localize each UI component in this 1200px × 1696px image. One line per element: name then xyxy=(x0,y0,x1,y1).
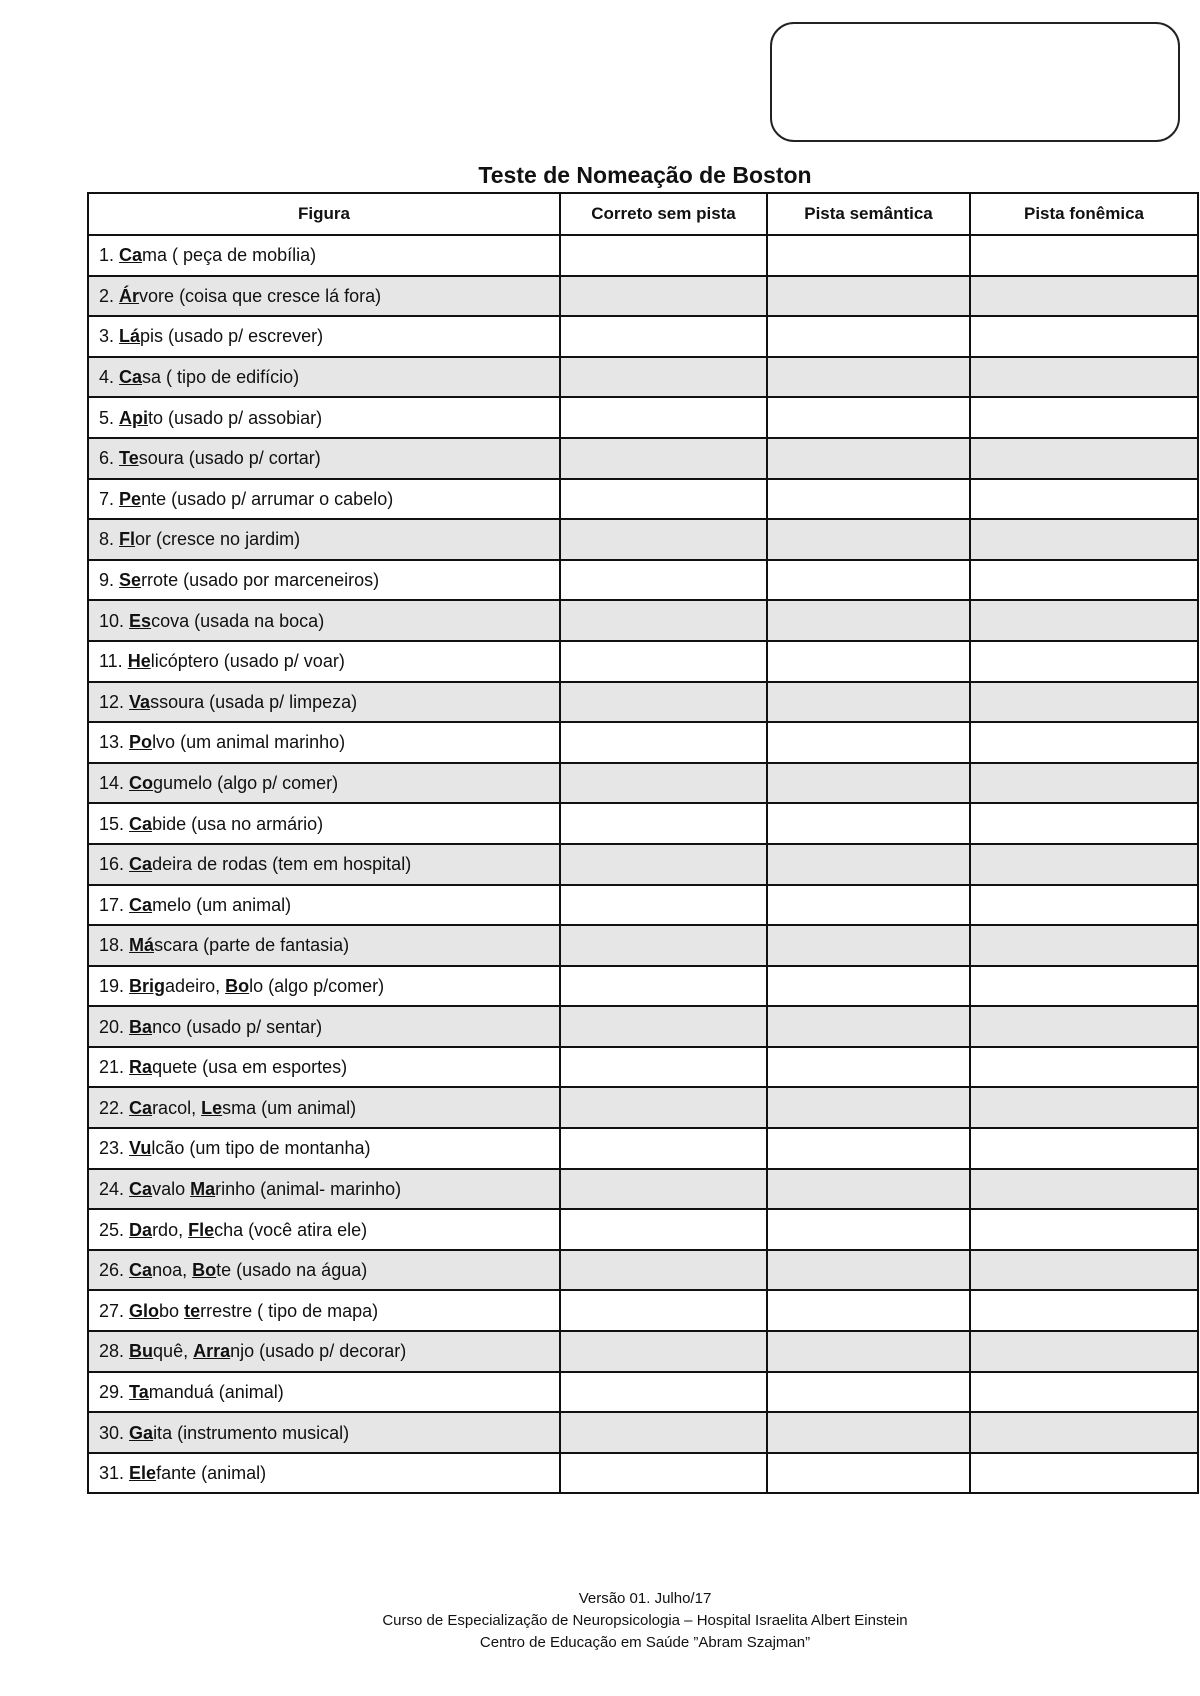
pista-semantica-cell[interactable] xyxy=(767,479,970,520)
correto-sem-pista-cell[interactable] xyxy=(560,641,767,682)
item-phonemic-cue: Glo xyxy=(129,1300,160,1321)
pista-semantica-cell[interactable] xyxy=(767,1331,970,1372)
correto-sem-pista-cell[interactable] xyxy=(560,357,767,398)
correto-sem-pista-cell[interactable] xyxy=(560,1128,767,1169)
pista-semantica-cell[interactable] xyxy=(767,600,970,641)
item-phonemic-cue: Bo xyxy=(192,1260,217,1281)
pista-fonemica-cell[interactable] xyxy=(970,803,1198,844)
pista-fonemica-cell[interactable] xyxy=(970,519,1198,560)
pista-semantica-cell[interactable] xyxy=(767,1006,970,1047)
pista-semantica-cell[interactable] xyxy=(767,397,970,438)
pista-semantica-cell[interactable] xyxy=(767,1372,970,1413)
table-row xyxy=(88,844,1198,885)
pista-fonemica-cell[interactable] xyxy=(970,1169,1198,1210)
pista-fonemica-cell[interactable] xyxy=(970,885,1198,926)
pista-fonemica-cell[interactable] xyxy=(970,600,1198,641)
item-number: 8. xyxy=(99,529,115,550)
figure-cell xyxy=(88,1290,560,1331)
header-pista-semantica: Pista semântica xyxy=(767,193,970,235)
pista-fonemica-cell[interactable] xyxy=(970,438,1198,479)
item-text: rrote (usado por marceneiros) xyxy=(141,570,380,591)
item-number: 31. xyxy=(99,1463,125,1484)
table-row xyxy=(88,885,1198,926)
item-text: ssoura (usada p/ limpeza) xyxy=(150,691,358,712)
pista-fonemica-cell[interactable] xyxy=(970,1250,1198,1291)
item-phonemic-cue: Ele xyxy=(129,1463,157,1484)
table-row xyxy=(88,1209,1198,1250)
item-text: racol, xyxy=(152,1097,202,1118)
pista-semantica-cell[interactable] xyxy=(767,235,970,276)
pista-fonemica-cell[interactable] xyxy=(970,682,1198,723)
correto-sem-pista-cell[interactable] xyxy=(560,1453,767,1494)
figure-cell xyxy=(88,803,560,844)
correto-sem-pista-cell[interactable] xyxy=(560,1250,767,1291)
item-phonemic-cue: He xyxy=(127,651,151,672)
table-row xyxy=(88,1290,1198,1331)
item-text: rinho (animal- marinho) xyxy=(215,1178,402,1199)
item-number: 5. xyxy=(99,407,115,428)
table-row xyxy=(88,1331,1198,1372)
item-text: cova (usada na boca) xyxy=(151,610,325,631)
correto-sem-pista-cell[interactable] xyxy=(560,1047,767,1088)
table-row xyxy=(88,397,1198,438)
figure-cell xyxy=(88,1169,560,1210)
correto-sem-pista-cell[interactable] xyxy=(560,1412,767,1453)
pista-fonemica-cell[interactable] xyxy=(970,397,1198,438)
pista-semantica-cell[interactable] xyxy=(767,722,970,763)
item-number: 25. xyxy=(99,1219,125,1240)
table-row xyxy=(88,641,1198,682)
item-text: vore (coisa que cresce lá fora) xyxy=(139,285,382,306)
pista-fonemica-cell[interactable] xyxy=(970,763,1198,804)
pista-semantica-cell[interactable] xyxy=(767,357,970,398)
correto-sem-pista-cell[interactable] xyxy=(560,763,767,804)
item-number: 1. xyxy=(99,245,115,266)
figure-cell xyxy=(88,519,560,560)
item-phonemic-cue: Ca xyxy=(129,854,153,875)
table-row xyxy=(88,803,1198,844)
correto-sem-pista-cell[interactable] xyxy=(560,1209,767,1250)
figure-cell xyxy=(88,722,560,763)
footer-course: Curso de Especialização de Neuropsicologia – Hospital Israelita Albert Einstein xyxy=(382,1612,908,1629)
pista-fonemica-cell[interactable] xyxy=(970,560,1198,601)
table-row xyxy=(88,316,1198,357)
figure-cell xyxy=(88,1250,560,1291)
table-row xyxy=(88,1047,1198,1088)
pista-fonemica-cell[interactable] xyxy=(970,1453,1198,1494)
item-text: lvo (um animal marinho) xyxy=(152,732,346,753)
pista-semantica-cell[interactable] xyxy=(767,763,970,804)
pista-fonemica-cell[interactable] xyxy=(970,1412,1198,1453)
item-phonemic-cue: Po xyxy=(129,732,153,753)
item-number: 2. xyxy=(99,285,115,306)
item-number: 20. xyxy=(99,1016,125,1037)
correto-sem-pista-cell[interactable] xyxy=(560,479,767,520)
item-text: cha (você atira ele) xyxy=(214,1219,368,1240)
item-text: scara (parte de fantasia) xyxy=(154,935,350,956)
correto-sem-pista-cell[interactable] xyxy=(560,1169,767,1210)
item-text: ma ( peça de mobília) xyxy=(142,245,317,266)
figure-cell xyxy=(88,966,560,1007)
item-phonemic-cue: Ca xyxy=(129,894,153,915)
item-number: 28. xyxy=(99,1341,125,1362)
pista-fonemica-cell[interactable] xyxy=(970,1128,1198,1169)
pista-semantica-cell[interactable] xyxy=(767,844,970,885)
correto-sem-pista-cell[interactable] xyxy=(560,519,767,560)
pista-fonemica-cell[interactable] xyxy=(970,925,1198,966)
item-number: 23. xyxy=(99,1138,125,1159)
item-phonemic-cue: Va xyxy=(129,691,151,712)
pista-semantica-cell[interactable] xyxy=(767,1209,970,1250)
item-phonemic-cue: Ca xyxy=(129,1178,153,1199)
pista-fonemica-cell[interactable] xyxy=(970,1290,1198,1331)
item-number: 22. xyxy=(99,1097,125,1118)
correto-sem-pista-cell[interactable] xyxy=(560,682,767,723)
item-phonemic-cue: Brig xyxy=(129,975,166,996)
item-phonemic-cue: Ta xyxy=(129,1381,149,1402)
pista-semantica-cell[interactable] xyxy=(767,1250,970,1291)
figure-cell xyxy=(88,1087,560,1128)
item-number: 13. xyxy=(99,732,125,753)
pista-semantica-cell[interactable] xyxy=(767,1412,970,1453)
item-number: 17. xyxy=(99,894,125,915)
item-number: 26. xyxy=(99,1260,125,1281)
pista-fonemica-cell[interactable] xyxy=(970,1372,1198,1413)
correto-sem-pista-cell[interactable] xyxy=(560,316,767,357)
pista-fonemica-cell[interactable] xyxy=(970,316,1198,357)
figure-cell xyxy=(88,885,560,926)
item-text: sa ( tipo de edifício) xyxy=(142,367,300,388)
pista-semantica-cell[interactable] xyxy=(767,316,970,357)
page-title: Teste de Nomeação de Boston xyxy=(478,162,812,188)
correto-sem-pista-cell[interactable] xyxy=(560,1006,767,1047)
table-row xyxy=(88,276,1198,317)
item-text: pis (usado p/ escrever) xyxy=(140,326,324,347)
item-phonemic-cue: Bo xyxy=(225,975,250,996)
pista-semantica-cell[interactable] xyxy=(767,803,970,844)
item-text: gumelo (algo p/ comer) xyxy=(153,773,339,794)
table-row xyxy=(88,682,1198,723)
item-text: quete (usa em esportes) xyxy=(152,1057,348,1078)
table-row xyxy=(88,519,1198,560)
figure-cell xyxy=(88,1128,560,1169)
item-text: manduá (animal) xyxy=(148,1381,284,1402)
pista-fonemica-cell[interactable] xyxy=(970,641,1198,682)
item-phonemic-cue: Te xyxy=(119,448,139,469)
pista-semantica-cell[interactable] xyxy=(767,641,970,682)
item-text: lcão (um tipo de montanha) xyxy=(151,1138,371,1159)
correto-sem-pista-cell[interactable] xyxy=(560,925,767,966)
table-row xyxy=(88,722,1198,763)
pista-semantica-cell[interactable] xyxy=(767,1047,970,1088)
item-phonemic-cue: Ca xyxy=(119,245,143,266)
correto-sem-pista-cell[interactable] xyxy=(560,1372,767,1413)
item-number: 4. xyxy=(99,367,115,388)
item-number: 27. xyxy=(99,1300,125,1321)
item-text: melo (um animal) xyxy=(152,894,292,915)
item-number: 11. xyxy=(99,651,123,672)
figure-cell xyxy=(88,276,560,317)
table-row xyxy=(88,235,1198,276)
item-text: quê, xyxy=(153,1341,194,1362)
figure-cell xyxy=(88,844,560,885)
figure-cell xyxy=(88,1453,560,1494)
item-number: 12. xyxy=(99,691,125,712)
item-text: deira de rodas (tem em hospital) xyxy=(152,854,412,875)
item-number: 3. xyxy=(99,326,115,347)
item-number: 14. xyxy=(99,773,125,794)
pista-fonemica-cell[interactable] xyxy=(970,1331,1198,1372)
table-row xyxy=(88,357,1198,398)
item-number: 16. xyxy=(99,854,125,875)
item-text: licóptero (usado p/ voar) xyxy=(150,651,345,672)
item-number: 15. xyxy=(99,813,125,834)
item-text: adeiro, xyxy=(165,975,226,996)
item-text: sma (um animal) xyxy=(222,1097,357,1118)
header-correto-sem-pista: Correto sem pista xyxy=(560,193,767,235)
figure-cell xyxy=(88,925,560,966)
item-phonemic-cue: Má xyxy=(129,935,155,956)
pista-fonemica-cell[interactable] xyxy=(970,235,1198,276)
table-row xyxy=(88,1169,1198,1210)
pista-semantica-cell[interactable] xyxy=(767,1169,970,1210)
correto-sem-pista-cell[interactable] xyxy=(560,844,767,885)
item-text: ita (instrumento musical) xyxy=(153,1422,350,1443)
correto-sem-pista-cell[interactable] xyxy=(560,276,767,317)
table-row xyxy=(88,560,1198,601)
pista-semantica-cell[interactable] xyxy=(767,276,970,317)
naming-test-table xyxy=(87,192,1199,1494)
item-phonemic-cue: Ca xyxy=(129,1260,153,1281)
pista-fonemica-cell[interactable] xyxy=(970,1087,1198,1128)
pista-fonemica-cell[interactable] xyxy=(970,276,1198,317)
pista-semantica-cell[interactable] xyxy=(767,1290,970,1331)
item-text: valo xyxy=(152,1178,191,1199)
item-phonemic-cue: Bu xyxy=(129,1341,154,1362)
table-row xyxy=(88,1372,1198,1413)
figure-cell xyxy=(88,479,560,520)
correto-sem-pista-cell[interactable] xyxy=(560,600,767,641)
pista-semantica-cell[interactable] xyxy=(767,1128,970,1169)
pista-fonemica-cell[interactable] xyxy=(970,966,1198,1007)
item-number: 10. xyxy=(99,610,125,631)
item-text: or (cresce no jardim) xyxy=(135,529,301,550)
item-number: 24. xyxy=(99,1178,125,1199)
figure-cell xyxy=(88,641,560,682)
figure-cell xyxy=(88,682,560,723)
footer xyxy=(0,1588,1200,1654)
table-row xyxy=(88,1250,1198,1291)
figure-cell xyxy=(88,316,560,357)
item-number: 7. xyxy=(99,488,115,509)
item-phonemic-cue: Ca xyxy=(129,813,153,834)
item-phonemic-cue: Vu xyxy=(129,1138,152,1159)
correto-sem-pista-cell[interactable] xyxy=(560,803,767,844)
correto-sem-pista-cell[interactable] xyxy=(560,1290,767,1331)
correto-sem-pista-cell[interactable] xyxy=(560,722,767,763)
pista-semantica-cell[interactable] xyxy=(767,885,970,926)
item-text: nte (usado p/ arrumar o cabelo) xyxy=(141,488,394,509)
pista-semantica-cell[interactable] xyxy=(767,925,970,966)
item-number: 9. xyxy=(99,570,115,591)
table-row xyxy=(88,1412,1198,1453)
table-row xyxy=(88,600,1198,641)
correto-sem-pista-cell[interactable] xyxy=(560,235,767,276)
pista-semantica-cell[interactable] xyxy=(767,1453,970,1494)
pista-fonemica-cell[interactable] xyxy=(970,357,1198,398)
correto-sem-pista-cell[interactable] xyxy=(560,966,767,1007)
item-phonemic-cue: Fle xyxy=(188,1219,215,1240)
figure-cell xyxy=(88,600,560,641)
item-phonemic-cue: Api xyxy=(119,407,149,428)
item-phonemic-cue: Ba xyxy=(129,1016,153,1037)
item-phonemic-cue: Es xyxy=(129,610,152,631)
pista-fonemica-cell[interactable] xyxy=(970,1006,1198,1047)
item-phonemic-cue: Da xyxy=(129,1219,153,1240)
item-phonemic-cue: Ga xyxy=(129,1422,154,1443)
figure-cell xyxy=(88,1372,560,1413)
figure-cell xyxy=(88,235,560,276)
item-text: lo (algo p/comer) xyxy=(249,975,385,996)
item-phonemic-cue: Ca xyxy=(119,367,143,388)
item-phonemic-cue: Ma xyxy=(190,1178,216,1199)
item-text: rdo, xyxy=(152,1219,189,1240)
table-row xyxy=(88,438,1198,479)
item-number: 30. xyxy=(99,1422,125,1443)
figure-cell xyxy=(88,1331,560,1372)
table-row xyxy=(88,1087,1198,1128)
figure-cell xyxy=(88,397,560,438)
item-number: 21. xyxy=(99,1057,125,1078)
correto-sem-pista-cell[interactable] xyxy=(560,397,767,438)
figure-cell xyxy=(88,1412,560,1453)
figure-cell xyxy=(88,1209,560,1250)
correto-sem-pista-cell[interactable] xyxy=(560,885,767,926)
item-phonemic-cue: Se xyxy=(119,570,142,591)
table-row xyxy=(88,966,1198,1007)
figure-cell xyxy=(88,560,560,601)
item-phonemic-cue: Lá xyxy=(119,326,141,347)
item-phonemic-cue: Arra xyxy=(193,1341,231,1362)
patient-name-box[interactable] xyxy=(770,22,1180,142)
header-pista-fonemica: Pista fonêmica xyxy=(970,193,1198,235)
figure-cell xyxy=(88,1047,560,1088)
item-phonemic-cue: Ár xyxy=(119,285,140,306)
table-row xyxy=(88,1006,1198,1047)
pista-semantica-cell[interactable] xyxy=(767,682,970,723)
figure-cell xyxy=(88,438,560,479)
table-body xyxy=(88,235,1198,1493)
item-text: rrestre ( tipo de mapa) xyxy=(200,1300,379,1321)
table-row xyxy=(88,763,1198,804)
pista-semantica-cell[interactable] xyxy=(767,1087,970,1128)
item-text: to (usado p/ assobiar) xyxy=(148,407,323,428)
correto-sem-pista-cell[interactable] xyxy=(560,560,767,601)
item-number: 6. xyxy=(99,448,115,469)
correto-sem-pista-cell[interactable] xyxy=(560,438,767,479)
pista-semantica-cell[interactable] xyxy=(767,560,970,601)
item-number: 29. xyxy=(99,1381,125,1402)
footer-version: Versão 01. Julho/17 xyxy=(578,1590,712,1607)
table-row xyxy=(88,925,1198,966)
item-text: te (usado na água) xyxy=(216,1260,368,1281)
item-number: 18. xyxy=(99,935,125,956)
item-phonemic-cue: Co xyxy=(129,773,154,794)
item-phonemic-cue: te xyxy=(184,1300,201,1321)
footer-center: Centro de Educação em Saúde ”Abram Szajman” xyxy=(479,1634,811,1651)
item-phonemic-cue: Ra xyxy=(129,1057,153,1078)
figure-cell xyxy=(88,357,560,398)
item-text: bide (usa no armário) xyxy=(152,813,324,834)
table-header-row xyxy=(88,193,1198,235)
table-row xyxy=(88,479,1198,520)
header-figura: Figura xyxy=(88,193,560,235)
pista-fonemica-cell[interactable] xyxy=(970,844,1198,885)
item-text: noa, xyxy=(152,1260,193,1281)
pista-fonemica-cell[interactable] xyxy=(970,1209,1198,1250)
item-number: 19. xyxy=(99,975,125,996)
figure-cell xyxy=(88,763,560,804)
item-phonemic-cue: Fl xyxy=(119,529,136,550)
item-text: fante (animal) xyxy=(156,1463,267,1484)
pista-fonemica-cell[interactable] xyxy=(970,722,1198,763)
item-text: nco (usado p/ sentar) xyxy=(152,1016,323,1037)
item-phonemic-cue: Pe xyxy=(119,488,142,509)
item-text: bo xyxy=(159,1300,185,1321)
table-row xyxy=(88,1128,1198,1169)
item-phonemic-cue: Ca xyxy=(129,1097,153,1118)
item-text: soura (usado p/ cortar) xyxy=(138,448,321,469)
pista-fonemica-cell[interactable] xyxy=(970,1047,1198,1088)
item-phonemic-cue: Le xyxy=(201,1097,223,1118)
pista-fonemica-cell[interactable] xyxy=(970,479,1198,520)
pista-semantica-cell[interactable] xyxy=(767,519,970,560)
pista-semantica-cell[interactable] xyxy=(767,438,970,479)
correto-sem-pista-cell[interactable] xyxy=(560,1331,767,1372)
figure-cell xyxy=(88,1006,560,1047)
item-text: njo (usado p/ decorar) xyxy=(230,1341,407,1362)
correto-sem-pista-cell[interactable] xyxy=(560,1087,767,1128)
pista-semantica-cell[interactable] xyxy=(767,966,970,1007)
table-row xyxy=(88,1453,1198,1494)
